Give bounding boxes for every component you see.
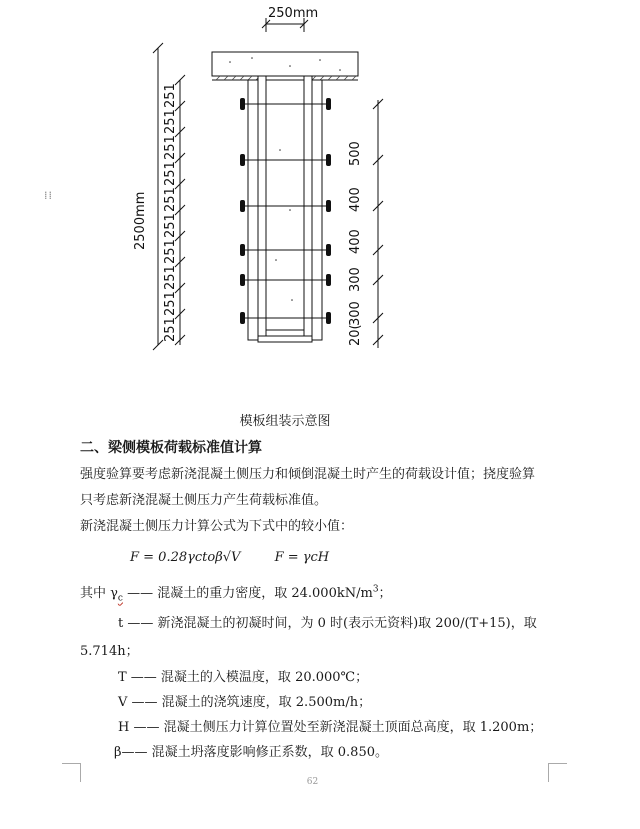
right-side-form — [304, 76, 312, 340]
left-seg-label-1: 251 — [163, 83, 178, 108]
item-H: H —— 混凝土侧压力计算位置处至新浇混凝土顶面总高度，取 1.200m； — [118, 720, 543, 735]
figure-caption: 模板组装示意图 — [239, 414, 331, 429]
section-heading: 二、梁侧模板荷载标准值计算 — [80, 440, 262, 456]
right-seg-label-4: 400 — [348, 229, 363, 254]
left-side-form — [258, 76, 266, 340]
right-seg-label-5: 400 — [348, 187, 363, 212]
gamma-sup: 3 — [372, 584, 379, 595]
left-seg-label-9: 251 — [163, 291, 178, 316]
gamma-end: ； — [378, 586, 392, 601]
left-seg-label-2: 251 — [163, 109, 178, 134]
left-seg-label-10: 251 — [163, 317, 178, 342]
item-gamma — [80, 582, 392, 604]
page-number: 62 — [306, 777, 319, 787]
right-segment-labels — [348, 141, 363, 346]
right-stud — [312, 80, 322, 340]
right-seg-label-6: 500 — [348, 141, 363, 166]
slab-hatch — [216, 76, 356, 80]
left-segment-labels — [163, 83, 178, 342]
left-seg-label-5: 251 — [163, 187, 178, 212]
formula-1: F = 0.28γctoβ√V — [130, 550, 241, 565]
bottom-form — [258, 336, 312, 342]
right-seg-label-2: 300 — [348, 301, 363, 326]
left-seg-label-8: 251 — [163, 265, 178, 290]
left-seg-label-4: 251 — [163, 161, 178, 186]
gamma-prefix: 其中 γ — [80, 586, 118, 601]
item-beta: β—— 混凝土坍落度影响修正系数，取 0.850。 — [114, 745, 388, 760]
item-t-line2: 5.714h； — [80, 644, 139, 659]
slab — [212, 52, 358, 76]
formula-row — [130, 550, 359, 565]
gamma-sub: c — [117, 593, 123, 604]
item-V: V —— 混凝土的浇筑速度，取 2.500m/h； — [118, 695, 372, 710]
drag-handle-icon[interactable]: ⁞⁞ — [44, 189, 53, 202]
concrete-dots — [229, 57, 341, 301]
left-dim-label: 2500mm — [133, 191, 148, 250]
item-T: T —— 混凝土的入模温度，取 20.000℃； — [118, 670, 369, 685]
para1-line1: 强度验算要考虑新浇混凝土侧压力和倾倒混凝土时产生的荷载设计值；挠度验算 — [80, 467, 536, 482]
para2: 新浇混凝土侧压力计算公式为下式中的较小值： — [80, 519, 354, 534]
top-dim-label: 250mm — [268, 6, 319, 21]
right-seg-label-1: 20( — [348, 324, 363, 346]
left-seg-label-7: 251 — [163, 239, 178, 264]
para1-line2: 只考虑新浇混凝土侧压力产生荷载标准值。 — [80, 493, 328, 508]
right-seg-label-3: 300 — [348, 267, 363, 292]
gamma-text: —— 混凝土的重力密度，取 24.000kN/m — [127, 586, 373, 601]
left-seg-label-3: 251 — [163, 135, 178, 160]
formwork-drawing — [0, 0, 640, 400]
left-seg-label-6: 251 — [163, 213, 178, 238]
left-stud — [248, 80, 258, 340]
formula-2: F = γcH — [274, 550, 330, 565]
item-t-line1: t —— 新浇混凝土的初凝时间，为 0 时(表示无资料)取 200/(T+15)，取 — [118, 616, 537, 631]
